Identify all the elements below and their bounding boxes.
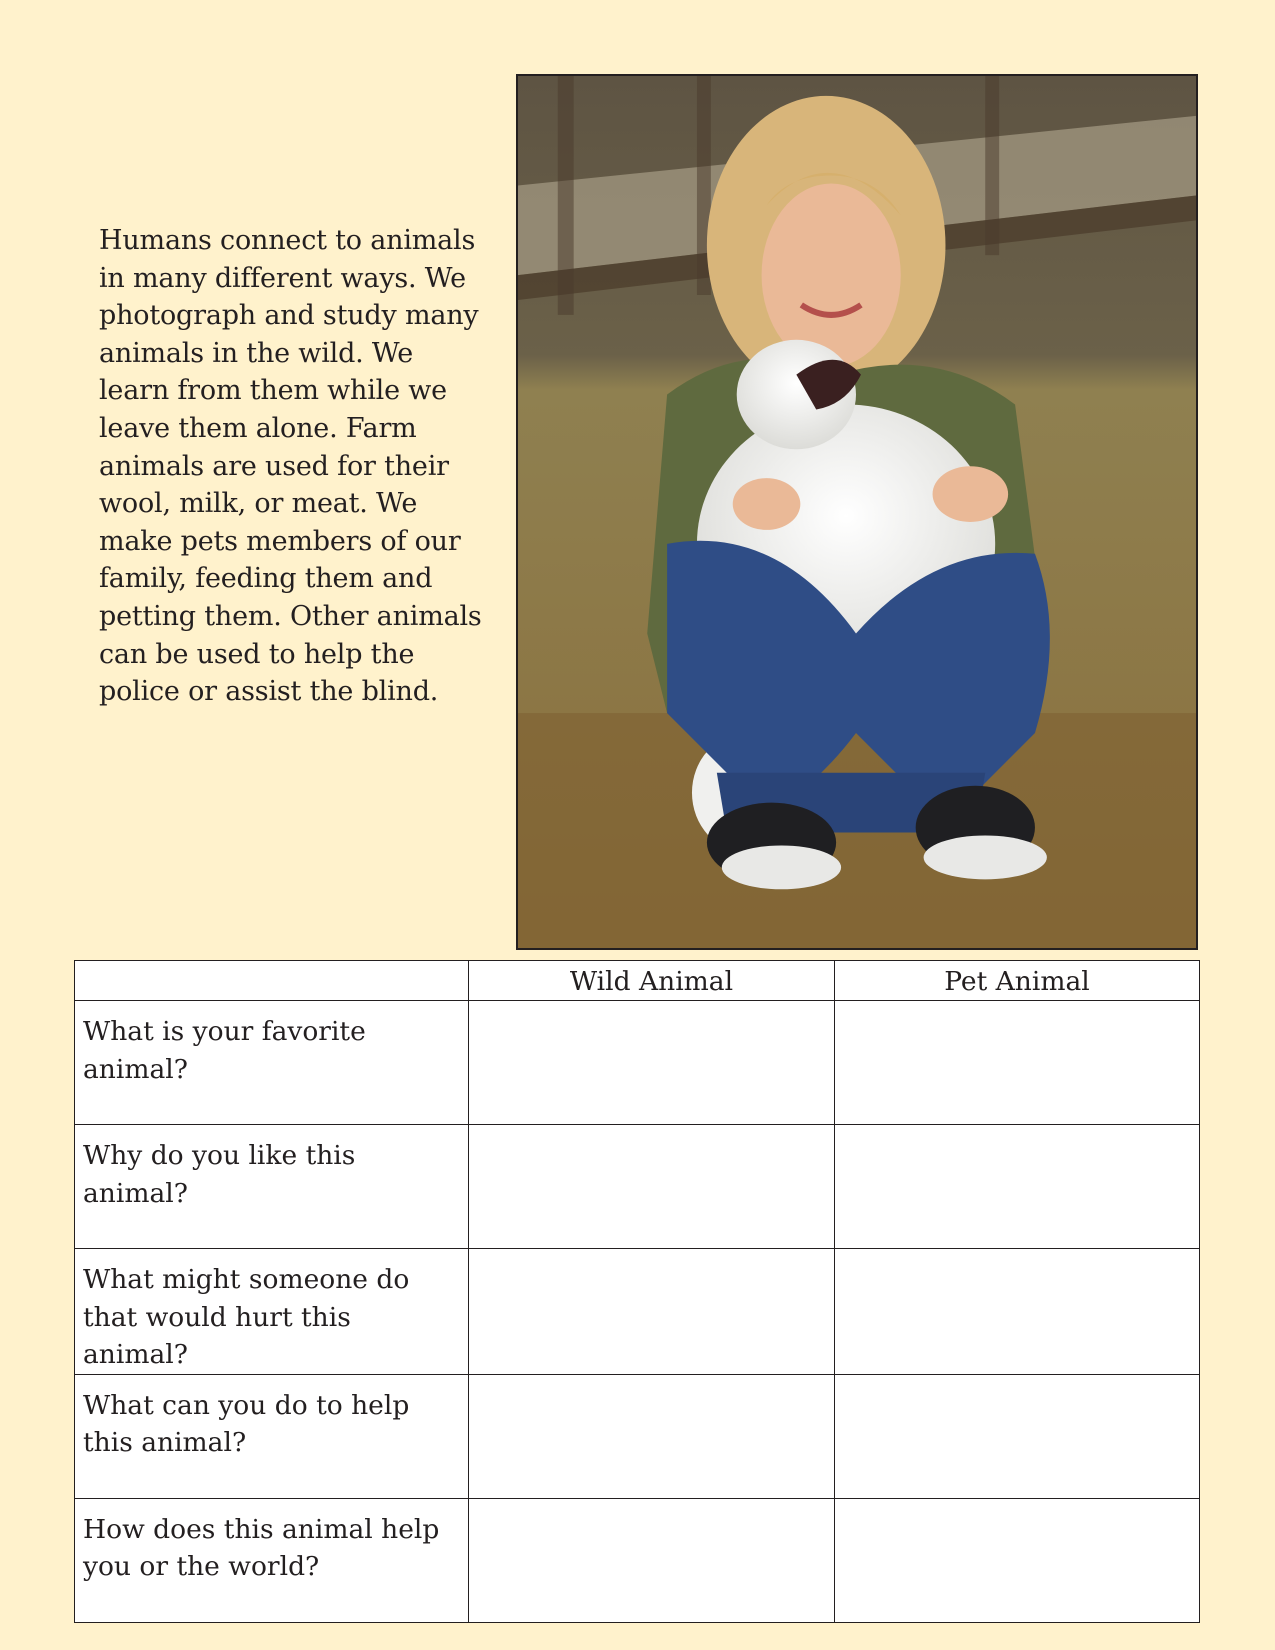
table-row (75, 1125, 1200, 1249)
header-wild-animal: Wild Animal (469, 961, 835, 1001)
pet-answer-cell[interactable] (835, 1498, 1200, 1622)
table-row (75, 1374, 1200, 1498)
photo-illustration (518, 76, 1196, 948)
wild-answer-cell[interactable] (469, 1374, 835, 1498)
animal-worksheet-table (74, 960, 1200, 1623)
question-cell: What is your favorite animal? (75, 1001, 469, 1125)
question-cell: What might someone do that would hurt this animal? (75, 1249, 469, 1375)
woman-with-dog-photo (516, 74, 1198, 950)
question-cell: Why do you like this animal? (75, 1125, 469, 1249)
pet-answer-cell[interactable] (835, 1249, 1200, 1375)
pet-answer-cell[interactable] (835, 1374, 1200, 1498)
wild-answer-cell[interactable] (469, 1249, 835, 1375)
header-blank-cell (75, 961, 469, 1001)
table-header-row (75, 961, 1200, 1001)
intro-paragraph: Humans connect to animals in many different ways. We photograph and study many animals in the wild. We learn from them while we leave them alone. Farm animals are used for their wool, milk, or meat. We make pets members of our family, feeding them and petting them. Other animals can be used to help the police or assist the blind. (99, 225, 482, 708)
question-cell: How does this animal help you or the world? (75, 1498, 469, 1622)
table-row (75, 1001, 1200, 1125)
wild-answer-cell[interactable] (469, 1498, 835, 1622)
question-cell: What can you do to help this animal? (75, 1374, 469, 1498)
pet-answer-cell[interactable] (835, 1001, 1200, 1125)
wild-answer-cell[interactable] (469, 1001, 835, 1125)
pet-answer-cell[interactable] (835, 1125, 1200, 1249)
table-row (75, 1249, 1200, 1375)
header-pet-animal: Pet Animal (835, 961, 1200, 1001)
table-row (75, 1498, 1200, 1622)
wild-answer-cell[interactable] (469, 1125, 835, 1249)
